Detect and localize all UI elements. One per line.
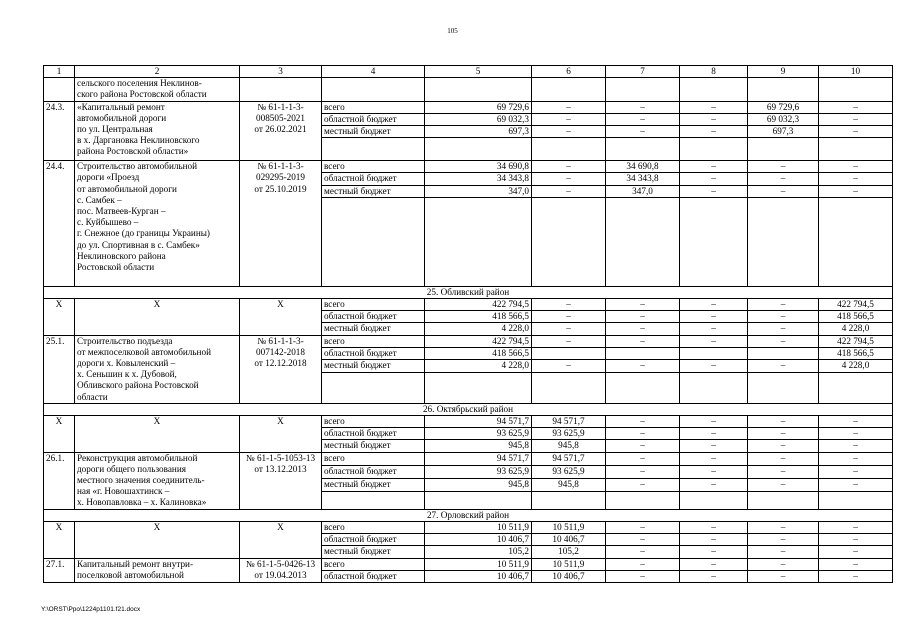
x-mark: X [240, 521, 322, 558]
amount-cell: – [680, 428, 748, 440]
amount-cell: – [680, 185, 748, 197]
amount-cell: – [748, 428, 819, 440]
permit-document: № 61-1-1-3- 007142-2018 от 12.12.2018 [240, 335, 322, 403]
amount-cell: 93 625,9 [425, 428, 532, 440]
permit-document: № 61-1-5-1053-13 от 13.12.2013 [240, 452, 322, 509]
amount-cell: – [748, 534, 819, 546]
table-row [44, 299, 893, 311]
amount-cell: – [819, 465, 893, 478]
funding-source: областной бюджет [322, 465, 425, 478]
amount-cell: 10 406,7 [532, 570, 606, 582]
amount-cell: 4 228,0 [425, 323, 532, 335]
amount-cell: – [532, 173, 606, 185]
x-mark: X [75, 521, 240, 558]
amount-cell: – [606, 113, 680, 125]
amount-cell: – [748, 521, 819, 533]
column-header: 5 [425, 66, 532, 78]
amount-cell: – [532, 101, 606, 113]
amount-cell: – [748, 311, 819, 323]
amount-cell: 105,2 [532, 546, 606, 558]
header-row [44, 66, 893, 78]
funding-source: всего [322, 161, 425, 173]
amount-cell: – [748, 465, 819, 478]
empty-cell [680, 372, 748, 403]
table-row [44, 101, 893, 113]
amount-cell: 422 794,5 [425, 299, 532, 311]
amount-cell: – [680, 465, 748, 478]
funding-source: областной бюджет [322, 428, 425, 440]
amount-cell: 945,8 [532, 440, 606, 452]
empty-cell [532, 138, 606, 161]
permit-document: № 61-1-5-0426-13 от 19.04.2013 [240, 558, 322, 582]
amount-cell: – [532, 126, 606, 138]
amount-cell: – [680, 126, 748, 138]
empty-cell [819, 78, 893, 101]
amount-cell: 347,0 [606, 185, 680, 197]
amount-cell: – [819, 478, 893, 491]
empty-cell [606, 372, 680, 403]
amount-cell: 418 566,5 [425, 311, 532, 323]
file-path: Y:\ORST\Ppo\1224p1101.f21.docx [41, 606, 141, 613]
amount-cell: 93 625,9 [532, 428, 606, 440]
amount-cell: – [819, 558, 893, 570]
amount-cell: – [606, 546, 680, 558]
amount-cell: – [532, 323, 606, 335]
funding-source: местный бюджет [322, 126, 425, 138]
empty-cell [532, 78, 606, 101]
empty-cell [425, 78, 532, 101]
amount-cell: – [680, 101, 748, 113]
amount-cell: 69 032,3 [425, 113, 532, 125]
amount-cell: 34 690,8 [425, 161, 532, 173]
amount-cell [606, 348, 680, 360]
section-title: 27. Орловский район [44, 509, 893, 521]
section-header-row [44, 403, 893, 415]
funding-source: местный бюджет [322, 323, 425, 335]
funding-source: всего [322, 101, 425, 113]
amount-cell: – [819, 534, 893, 546]
amount-cell: – [680, 570, 748, 582]
empty-cell [680, 78, 748, 101]
item-number: 24.4. [44, 161, 75, 287]
funding-source: областной бюджет [322, 570, 425, 582]
permit-document: № 61-1-1-3- 029295-2019 от 25.10.2019 [240, 161, 322, 287]
funding-source: местный бюджет [322, 185, 425, 197]
amount-cell: – [748, 360, 819, 372]
amount-cell: – [819, 161, 893, 173]
empty-cell [606, 138, 680, 161]
amount-cell: – [606, 299, 680, 311]
amount-cell: 34 690,8 [606, 161, 680, 173]
amount-cell: – [680, 113, 748, 125]
section-header-row [44, 286, 893, 298]
empty-cell [606, 78, 680, 101]
amount-cell: – [748, 570, 819, 582]
table-row [44, 558, 893, 570]
amount-cell: – [819, 126, 893, 138]
column-header: 10 [819, 66, 893, 78]
column-header: 4 [322, 66, 425, 78]
amount-cell [532, 348, 606, 360]
amount-cell: – [532, 161, 606, 173]
amount-cell: 10 511,9 [532, 558, 606, 570]
amount-cell: – [606, 360, 680, 372]
amount-cell: 10 406,7 [425, 570, 532, 582]
table-row [44, 452, 893, 465]
empty-cell [425, 197, 532, 286]
empty-cell [606, 491, 680, 509]
amount-cell: 10 511,9 [425, 521, 532, 533]
amount-cell: – [606, 558, 680, 570]
funding-source: всего [322, 452, 425, 465]
empty-cell [322, 138, 425, 161]
item-name: «Капитальный ремонт автомобильной дороги по ул. Центральная в х. Даргановка Неклиновского района Ростовской области» [75, 101, 240, 161]
amount-cell: – [680, 335, 748, 347]
amount-cell: 94 571,7 [425, 452, 532, 465]
amount-cell [748, 348, 819, 360]
empty-cell [322, 491, 425, 509]
amount-cell: 418 566,5 [819, 311, 893, 323]
column-header: 8 [680, 66, 748, 78]
amount-cell: 34 343,8 [425, 173, 532, 185]
amount-cell: – [606, 323, 680, 335]
amount-cell: 422 794,5 [819, 299, 893, 311]
empty-cell [322, 197, 425, 286]
item-name: Строительство автомобильной дороги «Проезд от автомобильной дороги с. Самбек – пос. Матвеев-Курган – с. Куйбышево – г. Снежное (до границы Украины) до ул. Спортивная в с. Самбек» Неклиновского района Ростовской области [75, 161, 240, 287]
empty-cell [322, 372, 425, 403]
empty-cell [748, 197, 819, 286]
empty-cell [748, 78, 819, 101]
amount-cell: – [680, 521, 748, 533]
empty-cell [748, 372, 819, 403]
amount-cell: – [532, 335, 606, 347]
funding-source: областной бюджет [322, 348, 425, 360]
amount-cell: – [680, 452, 748, 465]
empty-cell [425, 138, 532, 161]
x-mark: X [75, 416, 240, 453]
amount-cell: 69 032,3 [748, 113, 819, 125]
funding-source: всего [322, 521, 425, 533]
amount-cell: – [819, 570, 893, 582]
amount-cell: – [606, 101, 680, 113]
empty-cell [425, 372, 532, 403]
amount-cell: 69 729,6 [748, 101, 819, 113]
amount-cell: 94 571,7 [532, 452, 606, 465]
empty-cell [532, 197, 606, 286]
amount-cell: – [606, 465, 680, 478]
empty-cell [819, 372, 893, 403]
column-header: 2 [75, 66, 240, 78]
funding-source: местный бюджет [322, 440, 425, 452]
budget-table [43, 65, 893, 583]
amount-cell: – [606, 311, 680, 323]
amount-cell: – [606, 428, 680, 440]
amount-cell: – [680, 173, 748, 185]
amount-cell: – [680, 416, 748, 428]
amount-cell: 10 511,9 [425, 558, 532, 570]
funding-source: местный бюджет [322, 478, 425, 491]
item-name: Строительство подъезда от межпоселковой автомобильной дороги х. Ковыленский – х. Сеньшин к х. Дубовой, Обливского района Ростовской области [75, 335, 240, 403]
funding-source: местный бюджет [322, 360, 425, 372]
amount-cell: 945,8 [425, 440, 532, 452]
table-row [44, 335, 893, 347]
funding-source: всего [322, 299, 425, 311]
amount-cell: – [532, 299, 606, 311]
empty-cell [425, 491, 532, 509]
amount-cell: 69 729,6 [425, 101, 532, 113]
amount-cell: – [748, 323, 819, 335]
amount-cell: 105,2 [425, 546, 532, 558]
x-mark: X [44, 521, 75, 558]
amount-cell: – [532, 360, 606, 372]
amount-cell: 93 625,9 [532, 465, 606, 478]
amount-cell: – [819, 185, 893, 197]
amount-cell: 697,3 [748, 126, 819, 138]
item-number: 24.3. [44, 101, 75, 161]
item-name: Капитальный ремонт внутри- поселковой автомобильной [75, 558, 240, 582]
page-number: 105 [447, 27, 458, 35]
amount-cell: – [819, 416, 893, 428]
amount-cell: – [748, 478, 819, 491]
empty-cell [606, 197, 680, 286]
section-title: 25. Обливский район [44, 286, 893, 298]
amount-cell: – [680, 323, 748, 335]
empty-cell [819, 197, 893, 286]
item-number: 26.1. [44, 452, 75, 509]
amount-cell: – [606, 416, 680, 428]
amount-cell: 4 228,0 [425, 360, 532, 372]
empty-cell [748, 491, 819, 509]
amount-cell: 945,8 [532, 478, 606, 491]
amount-cell: 422 794,5 [819, 335, 893, 347]
x-mark: X [240, 416, 322, 453]
amount-cell: 34 343,8 [606, 173, 680, 185]
empty-cell [680, 138, 748, 161]
empty-cell [819, 138, 893, 161]
table-row [44, 161, 893, 173]
x-mark: X [240, 299, 322, 336]
amount-cell: – [606, 521, 680, 533]
amount-cell: – [532, 311, 606, 323]
amount-cell: – [606, 570, 680, 582]
amount-cell: – [748, 452, 819, 465]
amount-cell: – [606, 440, 680, 452]
empty-cell [680, 491, 748, 509]
amount-cell: – [532, 113, 606, 125]
amount-cell: – [819, 101, 893, 113]
funding-source: областной бюджет [322, 113, 425, 125]
amount-cell: 94 571,7 [532, 416, 606, 428]
empty-cell [240, 78, 322, 101]
empty-cell [819, 491, 893, 509]
amount-cell: – [748, 546, 819, 558]
amount-cell: – [748, 416, 819, 428]
amount-cell: – [680, 161, 748, 173]
amount-cell: 10 511,9 [532, 521, 606, 533]
permit-document: № 61-1-1-3- 008505-2021 от 26.02.2021 [240, 101, 322, 161]
amount-cell: – [819, 546, 893, 558]
amount-cell: – [819, 452, 893, 465]
amount-cell: – [819, 173, 893, 185]
amount-cell: 4 228,0 [819, 360, 893, 372]
amount-cell: 94 571,7 [425, 416, 532, 428]
section-header-row [44, 509, 893, 521]
amount-cell: – [819, 521, 893, 533]
amount-cell: – [606, 534, 680, 546]
amount-cell: – [748, 299, 819, 311]
amount-cell: – [680, 534, 748, 546]
amount-cell: – [606, 335, 680, 347]
amount-cell: – [748, 173, 819, 185]
empty-cell [322, 78, 425, 101]
funding-source: всего [322, 335, 425, 347]
item-name: сельского поселения Неклинов- ского района Ростовской области [75, 78, 240, 101]
item-name: Реконструкция автомобильной дороги общего пользования местного значения соединитель- ная «г. Новошахтинск – х. Новопавловка – х. Калиновка» [75, 452, 240, 509]
table-row [44, 416, 893, 428]
x-mark: X [44, 299, 75, 336]
x-mark: X [75, 299, 240, 336]
amount-cell: 10 406,7 [425, 534, 532, 546]
amount-cell: 422 794,5 [425, 335, 532, 347]
empty-cell [680, 197, 748, 286]
funding-source: областной бюджет [322, 311, 425, 323]
section-title: 26. Октябрьский район [44, 403, 893, 415]
amount-cell: – [606, 126, 680, 138]
column-header: 9 [748, 66, 819, 78]
amount-cell: 418 566,5 [425, 348, 532, 360]
amount-cell: 347,0 [425, 185, 532, 197]
column-header: 7 [606, 66, 680, 78]
amount-cell: – [680, 440, 748, 452]
column-header: 6 [532, 66, 606, 78]
amount-cell: – [748, 558, 819, 570]
empty-cell [44, 78, 75, 101]
amount-cell: – [680, 546, 748, 558]
amount-cell: – [680, 311, 748, 323]
funding-source: областной бюджет [322, 173, 425, 185]
funding-source: всего [322, 558, 425, 570]
empty-cell [532, 372, 606, 403]
table-row [44, 521, 893, 533]
amount-cell: – [680, 360, 748, 372]
amount-cell: 697,3 [425, 126, 532, 138]
amount-cell: – [606, 452, 680, 465]
x-mark: X [44, 416, 75, 453]
column-header: 1 [44, 66, 75, 78]
amount-cell: – [748, 440, 819, 452]
funding-source: всего [322, 416, 425, 428]
amount-cell: – [532, 185, 606, 197]
amount-cell: – [748, 185, 819, 197]
amount-cell: – [606, 478, 680, 491]
funding-source: местный бюджет [322, 546, 425, 558]
amount-cell: – [680, 299, 748, 311]
amount-cell: – [748, 335, 819, 347]
amount-cell: 945,8 [425, 478, 532, 491]
amount-cell: – [819, 440, 893, 452]
empty-cell [532, 491, 606, 509]
item-number: 27.1. [44, 558, 75, 582]
amount-cell: 4 228,0 [819, 323, 893, 335]
amount-cell [680, 348, 748, 360]
amount-cell: – [819, 113, 893, 125]
amount-cell: 93 625,9 [425, 465, 532, 478]
amount-cell: 10 406,7 [532, 534, 606, 546]
amount-cell: – [680, 558, 748, 570]
amount-cell: – [680, 478, 748, 491]
amount-cell: – [819, 428, 893, 440]
funding-source: областной бюджет [322, 534, 425, 546]
amount-cell: 418 566,5 [819, 348, 893, 360]
column-header: 3 [240, 66, 322, 78]
table-row [44, 78, 893, 101]
amount-cell: – [748, 161, 819, 173]
item-number: 25.1. [44, 335, 75, 403]
empty-cell [748, 138, 819, 161]
